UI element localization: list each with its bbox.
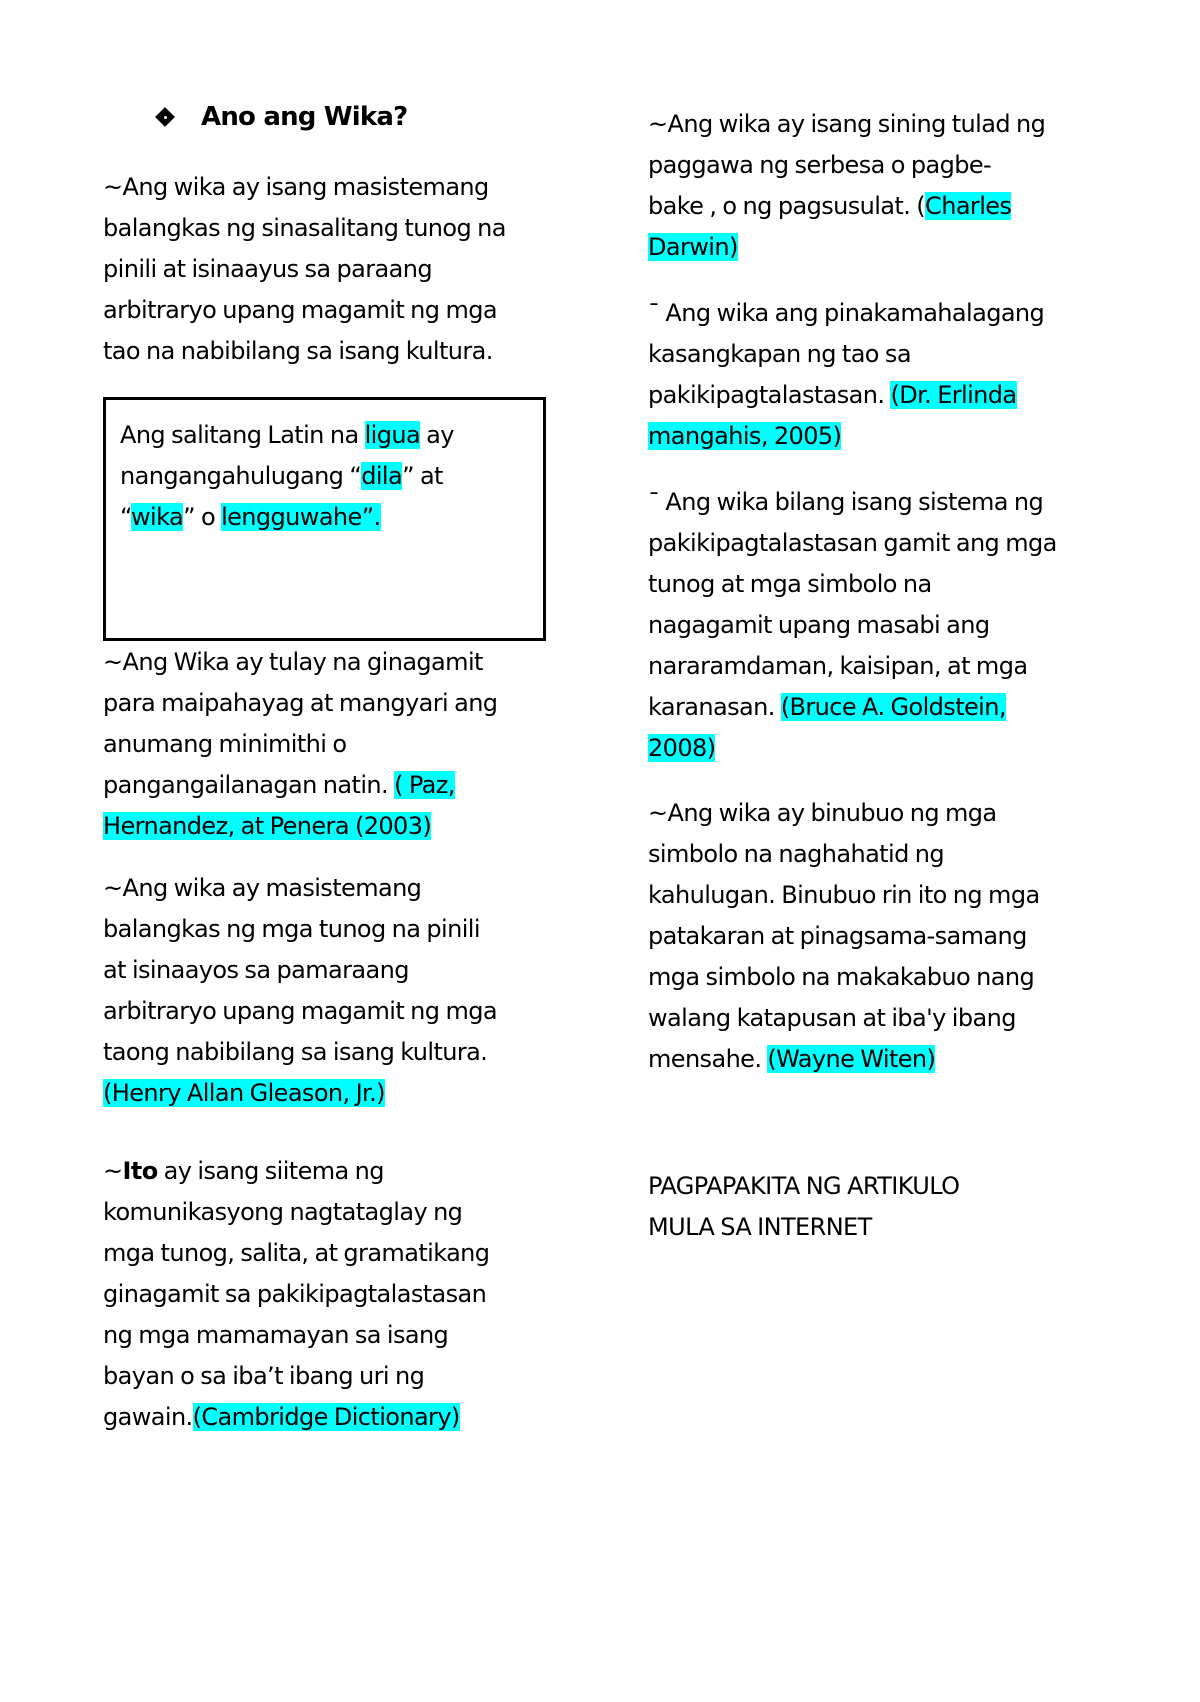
citation-highlight: Charles: [925, 192, 1012, 220]
text-run: Ang salitang Latin na: [120, 421, 365, 449]
highlighted-term: ligua: [364, 421, 421, 449]
citation-highlight: (Dr. Erlinda: [890, 381, 1017, 409]
text-line: tunog at mga simbolo na: [648, 570, 932, 598]
text-line: patakaran at pinagsama-samang: [648, 922, 1027, 950]
text-line: ~Ang wika ay binubuo ng mga: [648, 799, 997, 827]
text-line: arbitraryo upang magamit ng mga: [103, 296, 497, 324]
text-line: [648, 375, 1044, 416]
highlighted-term: dila: [361, 462, 403, 490]
text-line: [648, 227, 1045, 268]
text-line: [648, 687, 1057, 728]
text-line: komunikasyong nagtataglay ng: [103, 1198, 463, 1226]
citation-highlight: Darwin): [648, 233, 738, 261]
right-paragraph-1: [648, 104, 1045, 268]
text-run: ay isang siitema ng: [157, 1157, 384, 1185]
text-line: [103, 806, 497, 847]
citation-highlight: (Cambridge Dictionary): [192, 1403, 460, 1431]
citation-highlight: Hernandez, at Penera (2003): [103, 812, 432, 840]
text-line: ~Ang wika ay masistemang: [103, 874, 422, 902]
text-line: ~Ang wika ay isang masistemang: [103, 173, 489, 201]
right-paragraph-4: [648, 793, 1040, 1080]
text-run: karanasan.: [648, 693, 781, 721]
text-run: nangangahulugang “: [120, 462, 362, 490]
text-line: tao na nabibilang sa isang kultura.: [103, 337, 493, 365]
text-line: [103, 1073, 497, 1114]
citation-highlight: (Bruce A. Goldstein,: [780, 693, 1006, 721]
text-line: [103, 765, 497, 806]
citation-highlight: (Wayne Witen): [767, 1045, 936, 1073]
text-line: paggawa ng serbesa o pagbe-: [648, 151, 992, 179]
text-line: ¯ Ang wika bilang isang sistema ng: [648, 488, 1044, 516]
text-line: taong nabibilang sa isang kultura.: [103, 1038, 488, 1066]
etymology-text: [120, 415, 454, 538]
text-run: pakikipagtalastasan.: [648, 381, 891, 409]
text-line: at isinaayos sa pamaraang: [103, 956, 409, 984]
text-line: ginagamit sa pakikipagtalastasan: [103, 1280, 487, 1308]
text-run: mensahe.: [648, 1045, 768, 1073]
text-line: [648, 186, 1045, 227]
text-run: “: [120, 503, 131, 531]
highlighted-term: lengguwahe”.: [221, 503, 381, 531]
text-line: nararamdaman, kaisipan, at mga: [648, 652, 1028, 680]
section-heading: [155, 102, 407, 132]
text-line: [648, 416, 1044, 457]
text-line: [120, 497, 454, 538]
text-line: MULA SA INTERNET: [648, 1213, 872, 1241]
right-paragraph-3: [648, 482, 1057, 769]
text-line: para maipahayag at mangyari ang: [103, 689, 498, 717]
text-run: ” at: [402, 462, 443, 490]
text-line: balangkas ng mga tunog na pinili: [103, 915, 480, 943]
text-line: mga simbolo na makakabuo nang: [648, 963, 1035, 991]
latin-etymology-textbox: [103, 397, 546, 641]
text-line: [648, 1039, 1040, 1080]
text-line: PAGPAPAKITA NG ARTIKULO: [648, 1172, 960, 1200]
text-line: mga tunog, salita, at gramatikang: [103, 1239, 490, 1267]
bold-word: Ito: [122, 1157, 158, 1185]
text-line: pakikipagtalastasan gamit ang mga: [648, 529, 1057, 557]
text-line: arbitraryo upang magamit ng mga: [103, 997, 497, 1025]
diamond-bullet-icon: [155, 107, 175, 127]
text-line: ng mga mamamayan sa isang: [103, 1321, 449, 1349]
text-line: [103, 1151, 489, 1192]
citation-highlight: ( Paz,: [394, 771, 455, 799]
text-line: [103, 1397, 489, 1438]
text-line: ~Ang Wika ay tulay na ginagamit: [103, 648, 483, 676]
text-line: kasangkapan ng tao sa: [648, 340, 911, 368]
citation-highlight: 2008): [648, 734, 716, 762]
definition-paragraph-4: [103, 1151, 489, 1438]
text-line: [120, 415, 454, 456]
highlighted-term: wika: [130, 503, 184, 531]
definition-paragraph-3: [103, 868, 497, 1114]
text-line: simbolo na naghahatid ng: [648, 840, 944, 868]
text-run: bake , o ng pagsusulat. (: [648, 192, 926, 220]
citation-highlight: (Henry Allan Gleason, Jr.): [103, 1079, 385, 1107]
text-line: balangkas ng sinasalitang tunog na: [103, 214, 506, 242]
citation-highlight: mangahis, 2005): [648, 422, 842, 450]
definition-paragraph-1: [103, 167, 506, 372]
text-line: ¯ Ang wika ang pinakamahalagang: [648, 299, 1045, 327]
text-run: ~: [103, 1157, 123, 1185]
text-line: ~Ang wika ay isang sining tulad ng: [648, 110, 1046, 138]
right-paragraph-5-caption: [648, 1166, 959, 1248]
text-run: ay: [420, 421, 454, 449]
definition-paragraph-2: [103, 642, 497, 847]
text-run: gawain.: [103, 1403, 193, 1431]
text-line: pinili at isinaayus sa paraang: [103, 255, 433, 283]
text-line: walang katapusan at iba'y ibang: [648, 1004, 1016, 1032]
text-run: ” o: [183, 503, 222, 531]
text-line: anumang minimithi o: [103, 730, 347, 758]
text-line: [120, 456, 454, 497]
heading-title: Ano ang Wika?: [201, 102, 408, 132]
text-line: kahulugan. Binubuo rin ito ng mga: [648, 881, 1040, 909]
right-paragraph-2: [648, 293, 1044, 457]
text-run: pangangailanagan natin.: [103, 771, 395, 799]
text-line: nagagamit upang masabi ang: [648, 611, 990, 639]
text-line: bayan o sa iba’t ibang uri ng: [103, 1362, 425, 1390]
text-line: [648, 728, 1057, 769]
